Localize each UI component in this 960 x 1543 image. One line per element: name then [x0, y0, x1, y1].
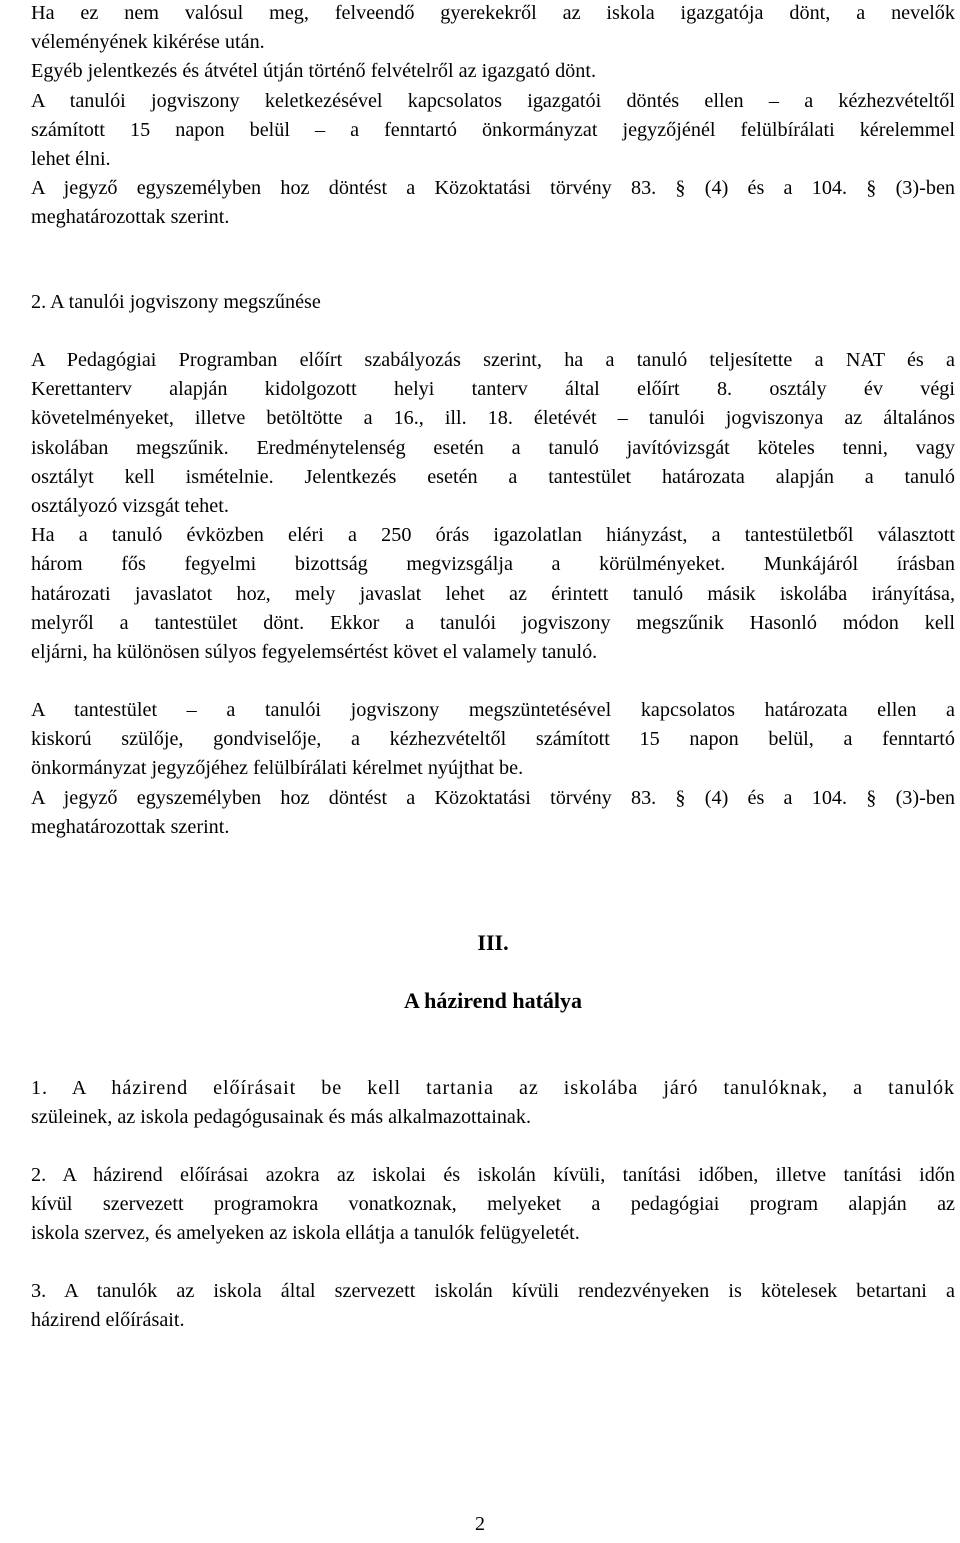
text-line: házirend előírásait.	[31, 1309, 185, 1332]
text-line: A tantestület – a tanulói jogviszony megszüntetésével kapcsolatos határozata ellen a	[31, 699, 955, 721]
text-line: három fős fegyelmi bizottság megvizsgálja a körülményeket. Munkájáról írásban	[31, 553, 955, 576]
paragraph-termination	[31, 346, 955, 667]
chapter-numeral: III.	[477, 930, 509, 955]
text-line: 3. A tanulók az iskola által szervezett iskolán kívüli rendezvényeken is kötelesek betartani a	[31, 1280, 955, 1302]
text-line: számított 15 napon belül – a fenntartó önkormányzat jegyzőjénél felülbírálati kérelemmel	[31, 118, 955, 141]
list-item	[31, 1074, 955, 1132]
section-title: 2. A tanulói jogviszony megszűnése	[31, 291, 321, 313]
paragraph-admission	[31, 0, 955, 233]
list-item	[31, 1161, 955, 1249]
text-line: iskola szervez, és amelyeken az iskola ellátja a tanulók felügyeletét.	[31, 1222, 580, 1245]
text-line: szüleinek, az iskola pedagógusainak és más alkalmazottainak.	[31, 1106, 532, 1129]
text-line: határozati javaslatot hoz, mely javaslat lehet az érintett tanuló másik iskolába irányítása,	[31, 582, 955, 605]
text-line: Ha a tanuló évközben eléri a 250 órás igazolatlan hiányzást, a tantestületből választott	[31, 524, 955, 547]
list-item	[31, 1277, 955, 1335]
text-line: osztályozó vizsgát tehet.	[31, 494, 229, 517]
text-line: melyről a tantestület dönt. Ekkor a tanulói jogviszony megszűnik Hasonló módon kell	[31, 611, 955, 634]
text-line: Ha ez nem valósul meg, felveendő gyerekekről az iskola igazgatója dönt, a nevelők	[31, 2, 955, 24]
chapter-title: A házirend hatálya	[403, 988, 583, 1013]
text-line: A jegyző egyszemélyben hoz döntést a Közoktatási törvény 83. § (4) és a 104. § (3)-ben	[31, 786, 955, 809]
text-line: meghatározottak szerint.	[31, 815, 230, 838]
text-line: önkormányzat jegyzőjéhez felülbírálati kérelmet nyújthat be.	[31, 757, 524, 780]
text-line: Egyéb jelentkezés és átvétel útján történő felvételről az igazgató dönt.	[31, 60, 597, 83]
page-number: 2	[475, 1513, 485, 1535]
text-line: A jegyző egyszemélyben hoz döntést a Közoktatási törvény 83. § (4) és a 104. § (3)-ben	[31, 177, 955, 200]
text-line: meghatározottak szerint.	[31, 206, 230, 229]
text-line: eljárni, ha különösen súlyos fegyelemsértést követ el valamely tanuló.	[31, 640, 598, 663]
section-heading	[31, 288, 955, 317]
text-line: Kerettanterv alapján kidolgozott helyi tanterv által előírt 8. osztály év végi	[31, 378, 955, 401]
text-line: osztályt kell ismételnie. Jelentkezés esetén a tantestület határozata alapján a tanuló	[31, 465, 955, 488]
text-line: 1. A házirend előírásait be kell tartania az iskolába járó tanulóknak, a tanulók	[31, 1077, 955, 1099]
text-line: 2. A házirend előírásai azokra az iskolai és iskolán kívüli, tanítási időben, illetve tanítási időn	[31, 1164, 955, 1186]
text-line: iskolában megszűnik. Eredménytelenség esetén a tanuló javítóvizsgát köteles tenni, vagy	[31, 436, 955, 459]
text-line: véleményének kikérése után.	[31, 31, 265, 54]
text-line: lehet élni.	[31, 147, 111, 170]
paragraph-appeal	[31, 696, 955, 842]
text-line: A Pedagógiai Programban előírt szabályozás szerint, ha a tanuló teljesítette a NAT és a	[31, 349, 955, 371]
text-line: kívül szervezett programokra vonatkoznak, melyeket a pedagógiai program alapján az	[31, 1193, 955, 1216]
text-line: követelményeket, illetve betöltötte a 16., ill. 18. életévét – tanulói jogviszonya az általános	[31, 407, 955, 430]
text-line: A tanulói jogviszony keletkezésével kapcsolatos igazgatói döntés ellen – a kézhezvételtől	[31, 89, 955, 112]
text-line: kiskorú szülője, gondviselője, a kézhezvételtől számított 15 napon belül, a fenntartó	[31, 728, 955, 751]
